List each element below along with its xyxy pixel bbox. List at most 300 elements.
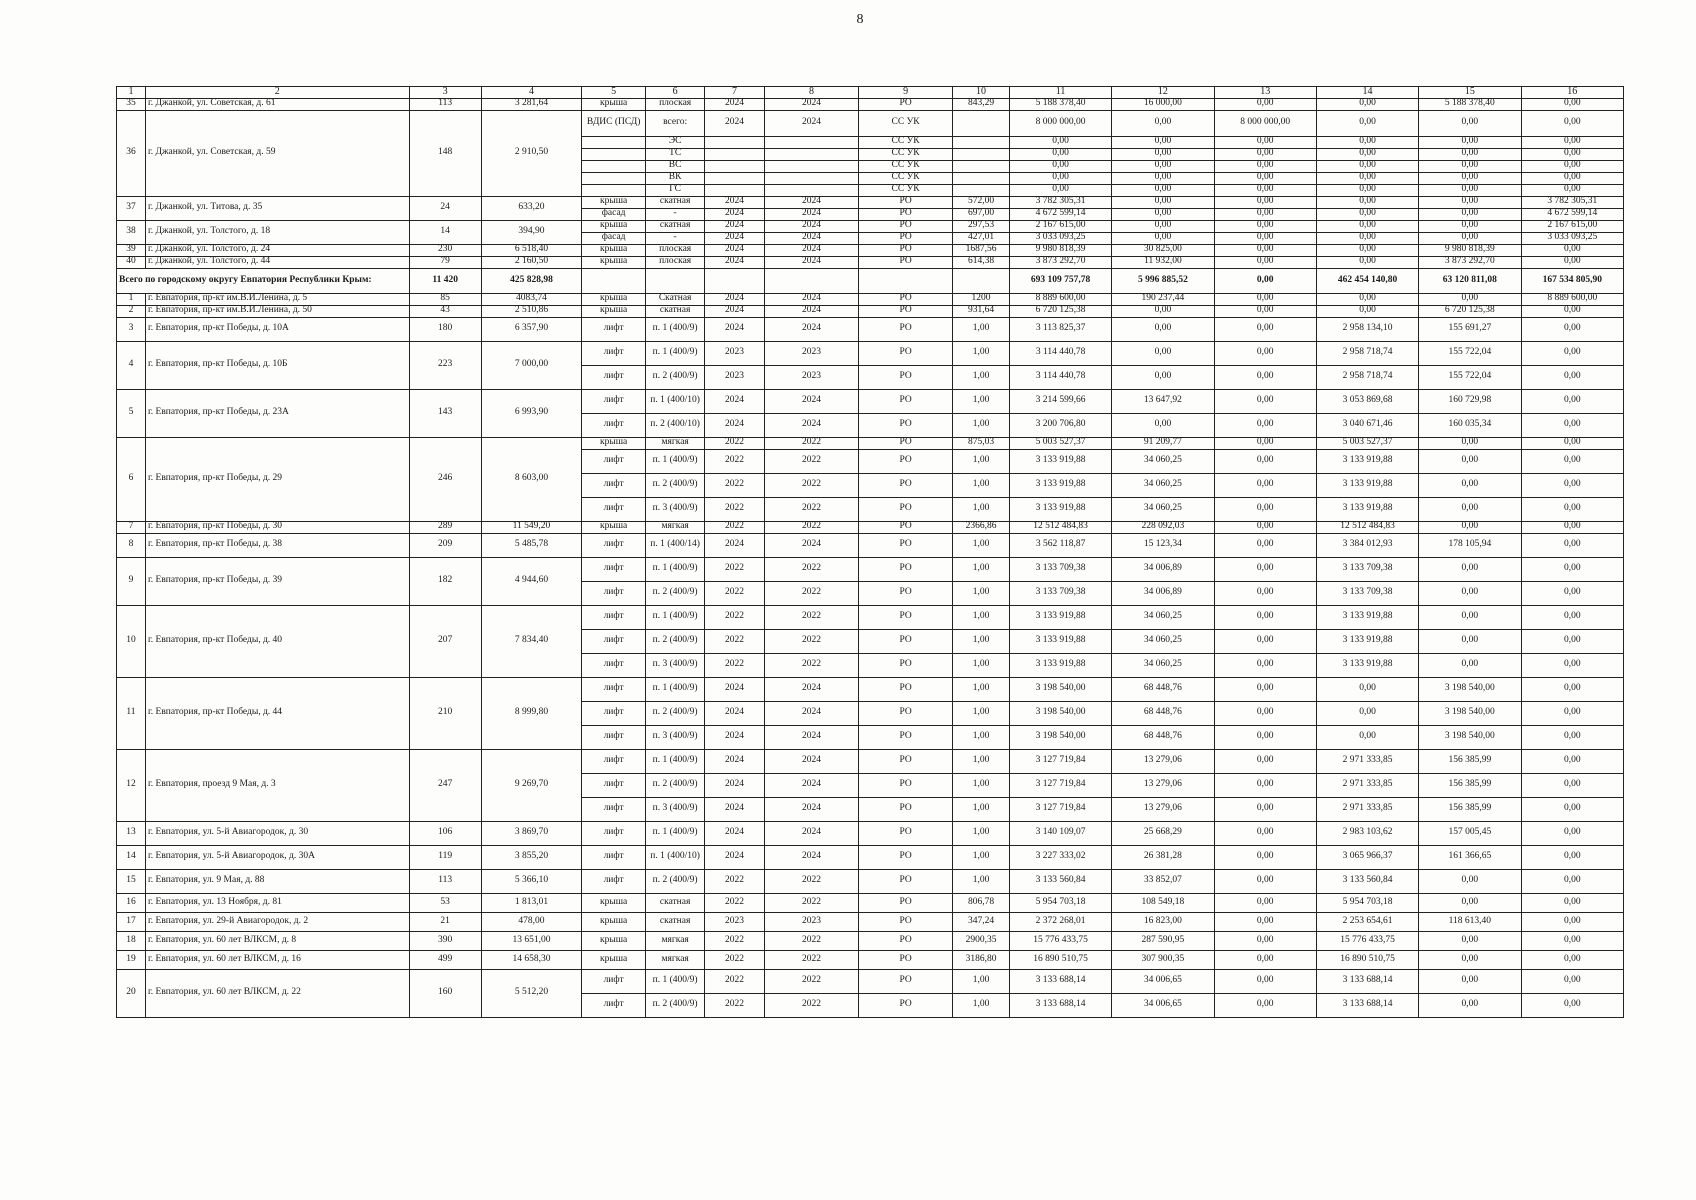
- cell-col-12: 0,00: [1112, 305, 1214, 317]
- cell-col-11: 3 198 540,00: [1009, 677, 1111, 701]
- cell-col-7: 2022: [705, 497, 765, 521]
- building-area: 11 549,20: [481, 521, 581, 533]
- cell-col-14: 0,00: [1316, 136, 1418, 148]
- building-area: 4083,74: [481, 293, 581, 305]
- table-row: [117, 110, 1624, 136]
- cell-col-8: 2022: [765, 893, 859, 912]
- cell-col-6: Скатная: [646, 293, 705, 305]
- cell-col-10: 2366,86: [953, 521, 1010, 533]
- cell-col-11: 0,00: [1009, 172, 1111, 184]
- cell-col-5: крыша: [582, 98, 646, 110]
- cell-col-13: 0,00: [1214, 256, 1316, 268]
- cell-col-14: 2 958 718,74: [1316, 365, 1418, 389]
- table-row: [117, 293, 1624, 305]
- cell-col-10: 1,00: [953, 497, 1010, 521]
- cell-col-10: 1,00: [953, 413, 1010, 437]
- cell-col-5: лифт: [582, 581, 646, 605]
- cell-col-12: 0,00: [1112, 136, 1214, 148]
- cell-col-15: 0,00: [1419, 449, 1521, 473]
- table-row: [117, 521, 1624, 533]
- building-area: 7 834,40: [481, 605, 581, 677]
- cell-col-9: СС УК: [859, 184, 953, 196]
- cell-col-10: 1,00: [953, 677, 1010, 701]
- cell-col-11: 3 562 118,87: [1009, 533, 1111, 557]
- cell-col-13: 0,00: [1214, 437, 1316, 449]
- building-area: 9 269,70: [481, 749, 581, 821]
- cell-col-6: скатная: [646, 220, 705, 232]
- cell-col-8: 2024: [765, 701, 859, 725]
- cell-col-6: п. 1 (400/10): [646, 845, 705, 869]
- cell-col-8: [765, 160, 859, 172]
- building-address: г. Евпатория, ул. 60 лет ВЛКСМ, д. 16: [145, 950, 409, 969]
- cell-col-12: 228 092,03: [1112, 521, 1214, 533]
- cell-col-10: 697,00: [953, 208, 1010, 220]
- cell-col-13: 0,00: [1214, 869, 1316, 893]
- total-cell-8: [765, 268, 859, 293]
- header-cell-7: 7: [705, 87, 765, 99]
- total-area: 425 828,98: [481, 268, 581, 293]
- cell-col-11: 3 133 919,88: [1009, 497, 1111, 521]
- cell-col-10: 297,53: [953, 220, 1010, 232]
- cell-col-10: 1,00: [953, 629, 1010, 653]
- cell-col-13: 0,00: [1214, 244, 1316, 256]
- building-address: г. Джанкой, ул. Толстого, д. 18: [145, 220, 409, 244]
- cell-col-13: 0,00: [1214, 557, 1316, 581]
- cell-col-7: 2024: [705, 110, 765, 136]
- header-cell-16: 16: [1521, 87, 1623, 99]
- header-cell-10: 10: [953, 87, 1010, 99]
- apartment-count: 390: [409, 931, 481, 950]
- table-row: [117, 317, 1624, 341]
- building-area: 1 813,01: [481, 893, 581, 912]
- cell-col-11: 3 133 560,84: [1009, 869, 1111, 893]
- cell-col-11: 3 113 825,37: [1009, 317, 1111, 341]
- cell-col-7: 2022: [705, 581, 765, 605]
- cell-col-16: 0,00: [1521, 912, 1623, 931]
- cell-col-10: 572,00: [953, 196, 1010, 208]
- cell-col-14: 0,00: [1316, 232, 1418, 244]
- cell-col-9: РО: [859, 557, 953, 581]
- cell-col-11: 3 127 719,84: [1009, 773, 1111, 797]
- cell-col-7: 2024: [705, 845, 765, 869]
- cell-col-9: СС УК: [859, 110, 953, 136]
- cell-col-13: 0,00: [1214, 473, 1316, 497]
- cell-col-5: крыша: [582, 931, 646, 950]
- cell-col-6: мягкая: [646, 521, 705, 533]
- cell-col-13: 0,00: [1214, 521, 1316, 533]
- cell-col-9: СС УК: [859, 160, 953, 172]
- cell-col-11: 3 114 440,78: [1009, 341, 1111, 365]
- cell-col-7: 2024: [705, 797, 765, 821]
- cell-col-14: 5 954 703,18: [1316, 893, 1418, 912]
- total-label: Всего по городскому округу Евпатория Республики Крым:: [117, 268, 410, 293]
- cell-col-16: 0,00: [1521, 950, 1623, 969]
- cell-col-14: 0,00: [1316, 208, 1418, 220]
- cell-col-15: 0,00: [1419, 893, 1521, 912]
- table-row: [117, 256, 1624, 268]
- cell-col-11: 3 133 919,88: [1009, 449, 1111, 473]
- row-number: 16: [117, 893, 146, 912]
- cell-col-6: п. 1 (400/9): [646, 341, 705, 365]
- cell-col-11: 3 198 540,00: [1009, 701, 1111, 725]
- cell-col-15: 0,00: [1419, 993, 1521, 1017]
- cell-col-12: 34 060,25: [1112, 473, 1214, 497]
- cell-col-7: 2024: [705, 244, 765, 256]
- cell-col-16: 0,00: [1521, 773, 1623, 797]
- cell-col-12: 287 590,95: [1112, 931, 1214, 950]
- cell-col-15: 0,00: [1419, 581, 1521, 605]
- cell-col-5: лифт: [582, 413, 646, 437]
- apartment-count: 209: [409, 533, 481, 557]
- cell-col-5: лифт: [582, 749, 646, 773]
- apartment-count: 113: [409, 98, 481, 110]
- building-address: г. Евпатория, пр-кт Победы, д. 39: [145, 557, 409, 605]
- building-area: 14 658,30: [481, 950, 581, 969]
- cell-col-10: 1,00: [953, 821, 1010, 845]
- cell-col-12: 0,00: [1112, 365, 1214, 389]
- cell-col-11: 3 133 709,38: [1009, 557, 1111, 581]
- cell-col-7: [705, 184, 765, 196]
- cell-col-8: 2024: [765, 232, 859, 244]
- apartment-count: 143: [409, 389, 481, 437]
- cell-col-11: 15 776 433,75: [1009, 931, 1111, 950]
- cell-col-8: 2024: [765, 220, 859, 232]
- cell-col-13: 8 000 000,00: [1214, 110, 1316, 136]
- building-address: г. Евпатория, пр-кт Победы, д. 10А: [145, 317, 409, 341]
- cell-col-7: 2024: [705, 821, 765, 845]
- header-cell-14: 14: [1316, 87, 1418, 99]
- cell-col-11: 3 114 440,78: [1009, 365, 1111, 389]
- cell-col-14: 0,00: [1316, 160, 1418, 172]
- cell-col-7: 2022: [705, 473, 765, 497]
- apartment-count: 85: [409, 293, 481, 305]
- building-address: г. Евпатория, пр-кт Победы, д. 44: [145, 677, 409, 749]
- cell-col-5: крыша: [582, 521, 646, 533]
- cell-col-15: 156 385,99: [1419, 773, 1521, 797]
- cell-col-12: 25 668,29: [1112, 821, 1214, 845]
- cell-col-12: 0,00: [1112, 148, 1214, 160]
- cell-col-9: РО: [859, 821, 953, 845]
- cell-col-11: 0,00: [1009, 184, 1111, 196]
- cell-col-9: РО: [859, 950, 953, 969]
- cell-col-7: [705, 160, 765, 172]
- cell-col-15: 9 980 818,39: [1419, 244, 1521, 256]
- cell-col-15: 160 729,98: [1419, 389, 1521, 413]
- cell-col-10: [953, 172, 1010, 184]
- cell-col-10: 1,00: [953, 317, 1010, 341]
- cell-col-16: 0,00: [1521, 160, 1623, 172]
- total-cell-13: 0,00: [1214, 268, 1316, 293]
- cell-col-7: 2024: [705, 701, 765, 725]
- cell-col-16: 0,00: [1521, 557, 1623, 581]
- cell-col-8: 2024: [765, 749, 859, 773]
- cell-col-9: РО: [859, 725, 953, 749]
- table-row: [117, 437, 1624, 449]
- apartment-count: 43: [409, 305, 481, 317]
- header-cell-9: 9: [859, 87, 953, 99]
- cell-col-9: РО: [859, 244, 953, 256]
- cell-col-5: крыша: [582, 950, 646, 969]
- table-row: [117, 305, 1624, 317]
- cell-col-6: п. 3 (400/9): [646, 653, 705, 677]
- cell-col-6: ТС: [646, 148, 705, 160]
- cell-col-15: 178 105,94: [1419, 533, 1521, 557]
- register-table: [116, 86, 1624, 1018]
- cell-col-16: 0,00: [1521, 473, 1623, 497]
- cell-col-16: 0,00: [1521, 797, 1623, 821]
- building-address: г. Евпатория, ул. 60 лет ВЛКСМ, д. 8: [145, 931, 409, 950]
- cell-col-6: п. 2 (400/9): [646, 629, 705, 653]
- cell-col-8: 2024: [765, 389, 859, 413]
- cell-col-15: 0,00: [1419, 110, 1521, 136]
- cell-col-15: 0,00: [1419, 136, 1521, 148]
- row-number: 17: [117, 912, 146, 931]
- cell-col-10: 3186,80: [953, 950, 1010, 969]
- cell-col-16: 0,00: [1521, 256, 1623, 268]
- cell-col-12: 34 006,89: [1112, 581, 1214, 605]
- row-number: 13: [117, 821, 146, 845]
- cell-col-13: 0,00: [1214, 969, 1316, 993]
- cell-col-11: 0,00: [1009, 160, 1111, 172]
- table-row: [117, 950, 1624, 969]
- apartment-count: 79: [409, 256, 481, 268]
- cell-col-8: 2024: [765, 110, 859, 136]
- cell-col-5: [582, 136, 646, 148]
- cell-col-5: фасад: [582, 232, 646, 244]
- table-row: [117, 98, 1624, 110]
- table-row: [117, 821, 1624, 845]
- cell-col-9: РО: [859, 893, 953, 912]
- cell-col-14: 3 133 688,14: [1316, 993, 1418, 1017]
- cell-col-12: 307 900,35: [1112, 950, 1214, 969]
- cell-col-9: РО: [859, 773, 953, 797]
- header-row: [117, 87, 1624, 99]
- cell-col-10: 614,38: [953, 256, 1010, 268]
- cell-col-6: п. 3 (400/9): [646, 797, 705, 821]
- apartment-count: 21: [409, 912, 481, 931]
- cell-col-6: ГС: [646, 184, 705, 196]
- building-area: 394,90: [481, 220, 581, 244]
- cell-col-8: 2024: [765, 413, 859, 437]
- cell-col-6: п. 2 (400/9): [646, 993, 705, 1017]
- cell-col-9: РО: [859, 677, 953, 701]
- cell-col-16: 2 167 615,00: [1521, 220, 1623, 232]
- cell-col-13: 0,00: [1214, 677, 1316, 701]
- cell-col-8: 2024: [765, 533, 859, 557]
- cell-col-15: 157 005,45: [1419, 821, 1521, 845]
- cell-col-12: 0,00: [1112, 317, 1214, 341]
- cell-col-16: 3 782 305,31: [1521, 196, 1623, 208]
- building-area: 2 160,50: [481, 256, 581, 268]
- building-address: г. Евпатория, ул. 60 лет ВЛКСМ, д. 22: [145, 969, 409, 1017]
- cell-col-10: 1,00: [953, 701, 1010, 725]
- cell-col-7: 2024: [705, 232, 765, 244]
- apartment-count: 53: [409, 893, 481, 912]
- building-address: г. Евпатория, пр-кт Победы, д. 30: [145, 521, 409, 533]
- cell-col-13: 0,00: [1214, 196, 1316, 208]
- header-cell-11: 11: [1009, 87, 1111, 99]
- total-cell-16: 167 534 805,90: [1521, 268, 1623, 293]
- header-cell-13: 13: [1214, 87, 1316, 99]
- apartment-count: 106: [409, 821, 481, 845]
- cell-col-15: 155 691,27: [1419, 317, 1521, 341]
- cell-col-11: 3 133 919,88: [1009, 653, 1111, 677]
- cell-col-12: 68 448,76: [1112, 725, 1214, 749]
- row-number: 20: [117, 969, 146, 1017]
- cell-col-7: 2022: [705, 950, 765, 969]
- cell-col-8: 2024: [765, 305, 859, 317]
- cell-col-6: мягкая: [646, 950, 705, 969]
- cell-col-15: 0,00: [1419, 220, 1521, 232]
- cell-col-15: 160 035,34: [1419, 413, 1521, 437]
- cell-col-16: 0,00: [1521, 110, 1623, 136]
- cell-col-15: 0,00: [1419, 950, 1521, 969]
- cell-col-10: 1,00: [953, 557, 1010, 581]
- cell-col-6: скатная: [646, 912, 705, 931]
- cell-col-5: лифт: [582, 473, 646, 497]
- cell-col-13: 0,00: [1214, 845, 1316, 869]
- apartment-count: 24: [409, 196, 481, 220]
- cell-col-16: 0,00: [1521, 869, 1623, 893]
- cell-col-15: 3 198 540,00: [1419, 725, 1521, 749]
- cell-col-14: 3 133 919,88: [1316, 473, 1418, 497]
- cell-col-6: скатная: [646, 893, 705, 912]
- cell-col-14: 3 065 966,37: [1316, 845, 1418, 869]
- cell-col-14: 0,00: [1316, 220, 1418, 232]
- cell-col-9: РО: [859, 317, 953, 341]
- cell-col-5: лифт: [582, 653, 646, 677]
- cell-col-11: 5 954 703,18: [1009, 893, 1111, 912]
- building-area: 5 485,78: [481, 533, 581, 557]
- cell-col-16: 0,00: [1521, 653, 1623, 677]
- apartment-count: 14: [409, 220, 481, 244]
- cell-col-5: лифт: [582, 629, 646, 653]
- building-address: г. Евпатория, ул. 13 Ноября, д. 81: [145, 893, 409, 912]
- cell-col-13: 0,00: [1214, 931, 1316, 950]
- cell-col-9: РО: [859, 969, 953, 993]
- row-number: 3: [117, 317, 146, 341]
- cell-col-8: 2024: [765, 256, 859, 268]
- cell-col-7: 2024: [705, 293, 765, 305]
- cell-col-15: 0,00: [1419, 869, 1521, 893]
- cell-col-5: лифт: [582, 317, 646, 341]
- cell-col-6: п. 2 (400/9): [646, 473, 705, 497]
- cell-col-15: 155 722,04: [1419, 365, 1521, 389]
- cell-col-6: ВС: [646, 160, 705, 172]
- building-area: 8 603,00: [481, 437, 581, 521]
- cell-col-16: 0,00: [1521, 389, 1623, 413]
- cell-col-14: 2 958 134,10: [1316, 317, 1418, 341]
- cell-col-12: 33 852,07: [1112, 869, 1214, 893]
- header-cell-2: 2: [145, 87, 409, 99]
- cell-col-11: 12 512 484,83: [1009, 521, 1111, 533]
- cell-col-8: 2022: [765, 969, 859, 993]
- cell-col-10: 1,00: [953, 845, 1010, 869]
- building-area: 7 000,00: [481, 341, 581, 389]
- cell-col-12: 34 060,25: [1112, 629, 1214, 653]
- cell-col-10: 1,00: [953, 473, 1010, 497]
- cell-col-16: 0,00: [1521, 184, 1623, 196]
- cell-col-5: крыша: [582, 196, 646, 208]
- cell-col-9: РО: [859, 605, 953, 629]
- cell-col-6: п. 1 (400/9): [646, 677, 705, 701]
- cell-col-16: 8 889 600,00: [1521, 293, 1623, 305]
- cell-col-15: 118 613,40: [1419, 912, 1521, 931]
- total-cell-15: 63 120 811,08: [1419, 268, 1521, 293]
- cell-col-9: РО: [859, 912, 953, 931]
- cell-col-9: РО: [859, 341, 953, 365]
- table-row: [117, 677, 1624, 701]
- cell-col-8: 2024: [765, 821, 859, 845]
- cell-col-14: 0,00: [1316, 184, 1418, 196]
- cell-col-6: п. 1 (400/9): [646, 969, 705, 993]
- cell-col-10: [953, 160, 1010, 172]
- cell-col-5: лифт: [582, 845, 646, 869]
- table-row: [117, 196, 1624, 208]
- cell-col-15: 0,00: [1419, 208, 1521, 220]
- cell-col-16: 0,00: [1521, 413, 1623, 437]
- cell-col-5: лифт: [582, 557, 646, 581]
- cell-col-9: РО: [859, 449, 953, 473]
- row-number: 10: [117, 605, 146, 677]
- cell-col-8: 2022: [765, 653, 859, 677]
- cell-col-10: 1,00: [953, 725, 1010, 749]
- cell-col-5: лифт: [582, 533, 646, 557]
- cell-col-14: 2 971 333,85: [1316, 749, 1418, 773]
- cell-col-12: 0,00: [1112, 341, 1214, 365]
- cell-col-8: 2022: [765, 581, 859, 605]
- cell-col-7: 2022: [705, 557, 765, 581]
- cell-col-6: плоская: [646, 98, 705, 110]
- cell-col-14: 2 253 654,61: [1316, 912, 1418, 931]
- cell-col-10: [953, 148, 1010, 160]
- cell-col-10: [953, 184, 1010, 196]
- cell-col-16: 0,00: [1521, 244, 1623, 256]
- table-row: [117, 533, 1624, 557]
- cell-col-11: 3 214 599,66: [1009, 389, 1111, 413]
- cell-col-11: 3 133 919,88: [1009, 629, 1111, 653]
- cell-col-8: [765, 172, 859, 184]
- cell-col-7: 2022: [705, 629, 765, 653]
- apartment-count: 180: [409, 317, 481, 341]
- row-number: 40: [117, 256, 146, 268]
- row-number: 12: [117, 749, 146, 821]
- cell-col-10: 843,29: [953, 98, 1010, 110]
- total-row: [117, 268, 1624, 293]
- cell-col-10: 1,00: [953, 773, 1010, 797]
- cell-col-11: 3 782 305,31: [1009, 196, 1111, 208]
- cell-col-14: 0,00: [1316, 701, 1418, 725]
- header-cell-3: 3: [409, 87, 481, 99]
- total-cell-10: [953, 268, 1010, 293]
- cell-col-12: 91 209,77: [1112, 437, 1214, 449]
- table-row: [117, 893, 1624, 912]
- header-cell-4: 4: [481, 87, 581, 99]
- cell-col-10: 1,00: [953, 389, 1010, 413]
- cell-col-5: лифт: [582, 449, 646, 473]
- cell-col-8: 2024: [765, 677, 859, 701]
- cell-col-5: лифт: [582, 773, 646, 797]
- cell-col-12: 34 060,25: [1112, 449, 1214, 473]
- cell-col-12: 30 825,00: [1112, 244, 1214, 256]
- cell-col-9: РО: [859, 749, 953, 773]
- cell-col-14: 3 133 709,38: [1316, 557, 1418, 581]
- cell-col-14: 12 512 484,83: [1316, 521, 1418, 533]
- building-address: г. Джанкой, ул. Титова, д. 35: [145, 196, 409, 220]
- cell-col-9: РО: [859, 931, 953, 950]
- cell-col-5: [582, 160, 646, 172]
- cell-col-14: 0,00: [1316, 244, 1418, 256]
